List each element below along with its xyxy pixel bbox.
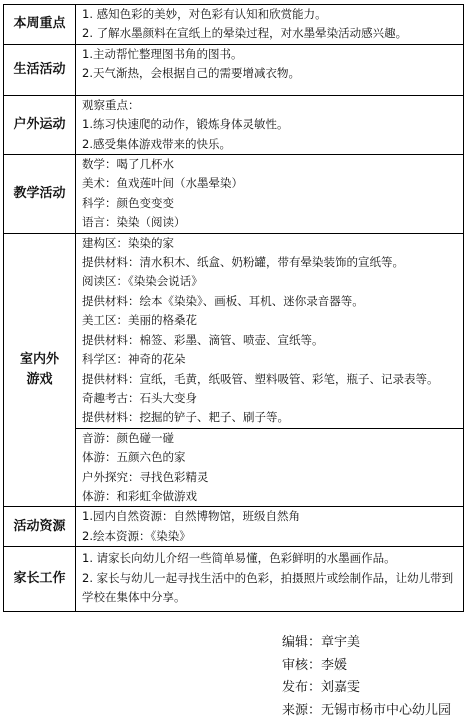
- content-line: 科学：颜色变变变: [82, 194, 459, 213]
- content-line: 提供材料：绘本《染染》、画板、耳机、迷你录音器等。: [82, 292, 459, 311]
- row-header-outdoor-sports: 户外运动: [4, 95, 76, 154]
- row-header-games: [4, 233, 76, 507]
- content-line: 建构区：染染的家: [82, 234, 459, 253]
- table-row: [4, 95, 464, 154]
- content-line: 科学区：神奇的花朵: [82, 350, 459, 369]
- source-credit: 来源：无锡市杨市中心幼儿园: [282, 700, 451, 722]
- row-header-daily-life: 生活活动: [4, 44, 76, 95]
- table-row: [4, 155, 464, 234]
- content-line: 2.感受集体游戏带来的快乐。: [82, 135, 459, 154]
- content-line: 体游：和彩虹伞做游戏: [82, 487, 459, 506]
- content-line: 提供材料：挖掘的铲子、耙子、刷子等。: [82, 408, 459, 427]
- content-line: 体游：五颜六色的家: [82, 448, 459, 467]
- table-row: [4, 547, 464, 612]
- content-line: 美工区：美丽的格桑花: [82, 311, 459, 330]
- header-line: 室内外: [4, 350, 75, 370]
- weekly-plan-table: [3, 4, 464, 612]
- header-line: 游戏: [4, 370, 75, 390]
- row-content-weekly-focus: [76, 5, 464, 45]
- table-row: [4, 507, 464, 547]
- content-line: 语言：染染（阅读）: [82, 213, 459, 232]
- content-line: 1.练习快速爬的动作，锻炼身体灵敏性。: [82, 115, 459, 134]
- content-line: 提供材料：清水积木、纸盒、奶粉罐，带有晕染装饰的宣纸等。: [82, 253, 459, 272]
- table-row: [4, 233, 464, 507]
- content-line: 1. 请家长向幼儿介绍一些简单易懂，色彩鲜明的水墨画作品。: [82, 549, 459, 568]
- editor-credit: 编辑：章宇美: [282, 632, 451, 655]
- content-line: 观察重点：: [82, 96, 459, 115]
- row-content-parents: [76, 547, 464, 612]
- content-line: 2.绘本资源：《染染》: [82, 527, 459, 546]
- row-header-teaching: 教学活动: [4, 155, 76, 234]
- content-line: 提供材料：宣纸，毛黄，纸吸管、塑料吸管、彩笔，瓶子、记录表等。: [82, 370, 459, 389]
- content-line: 音游：颜色碰一碰: [82, 429, 459, 448]
- content-line: 2.天气渐热，会根据自己的需要增减衣物。: [82, 64, 459, 83]
- row-content-games: [76, 233, 464, 507]
- publisher-credit: 发布：刘嘉雯: [282, 677, 451, 700]
- content-line: 1.主动帮忙整理图书角的图书。: [82, 45, 459, 64]
- row-content-daily-life: [76, 44, 464, 95]
- reviewer-credit: 审核：李媛: [282, 655, 451, 678]
- table-row: [4, 44, 464, 95]
- content-line: 2. 了解水墨颜料在宣纸上的晕染过程，对水墨晕染活动感兴趣。: [82, 24, 459, 43]
- row-content-teaching: [76, 155, 464, 234]
- content-line: 数学：喝了几杯水: [82, 155, 459, 174]
- content-line: 提供材料：棉签、彩墨、滴管、喷壶、宣纸等。: [82, 331, 459, 350]
- content-line: 奇趣考古：石头大变身: [82, 389, 459, 408]
- row-header-resources: 活动资源: [4, 507, 76, 547]
- row-content-outdoor-sports: [76, 95, 464, 154]
- credits: [282, 632, 451, 722]
- row-header-weekly-focus: 本周重点: [4, 5, 76, 45]
- outdoor-games-block: [76, 428, 463, 507]
- content-line: 美术：鱼戏莲叶间（水墨晕染）: [82, 174, 459, 193]
- content-line: 阅读区：《染染会说话》: [82, 272, 459, 291]
- row-content-resources: [76, 507, 464, 547]
- table-row: [4, 5, 464, 45]
- content-line: 1. 感知色彩的美妙，对色彩有认知和欣赏能力。: [82, 5, 459, 24]
- row-header-parents: 家长工作: [4, 547, 76, 612]
- content-line: 1.园内自然资源：自然博物馆，班级自然角: [82, 507, 459, 526]
- content-line: 户外探究：寻找色彩精灵: [82, 468, 459, 487]
- content-line: 2. 家长与幼儿一起寻找生活中的色彩，拍摄照片或绘制作品，让幼儿带到学校在集体中分享。: [82, 569, 459, 608]
